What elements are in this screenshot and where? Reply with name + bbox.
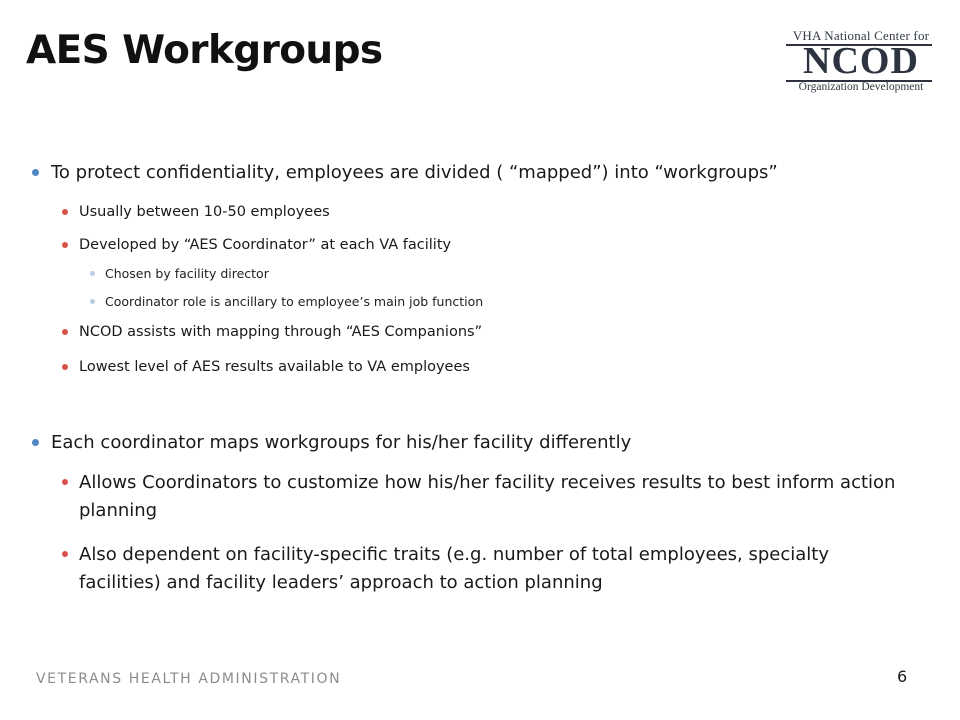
logo-bottom-text: Organization Development bbox=[798, 81, 924, 93]
bullet-text: To protect confidentiality, employees are divided ( “mapped”) into “workgroups” bbox=[51, 162, 778, 183]
bullet-dot bbox=[62, 329, 68, 335]
bullet-dot bbox=[32, 439, 39, 446]
page-number: 6 bbox=[897, 667, 908, 686]
bullet-text: Usually between 10-50 employees bbox=[79, 204, 330, 220]
bullet-text: Allows Coordinators to customize how his/her facility receives results to best inform action planning bbox=[79, 472, 896, 521]
bullet-text: Coordinator role is ancillary to employee’s main job function bbox=[105, 294, 484, 309]
bullet-dot bbox=[32, 169, 39, 176]
footer-org-name: VETERANS HEALTH ADMINISTRATION bbox=[36, 671, 342, 687]
bullet-dot bbox=[62, 242, 68, 248]
logo-top-text: VHA National Center for bbox=[792, 28, 930, 43]
bullet-chosen-by bbox=[90, 264, 920, 283]
slide-title: AES Workgroups bbox=[26, 28, 383, 73]
logo-main-text: NCOD bbox=[803, 40, 919, 82]
bullet-text: Each coordinator maps workgroups for his/her facility differently bbox=[51, 432, 632, 453]
bullet-group-size bbox=[62, 202, 922, 223]
bullet-coordinator-maps bbox=[32, 430, 932, 456]
bullet-dot bbox=[90, 271, 95, 276]
bullet-confidentiality bbox=[32, 160, 932, 186]
bullet-dot bbox=[90, 299, 95, 304]
bullet-ncod-assists bbox=[62, 322, 922, 343]
bullet-customize bbox=[62, 469, 912, 525]
bullet-facility-traits bbox=[62, 541, 912, 597]
bullet-dot bbox=[62, 479, 68, 485]
ncod-logo bbox=[784, 28, 938, 98]
bullet-text: Also dependent on facility-specific traits (e.g. number of total employees, specialty facilities) and facility leaders’ approach to action planning bbox=[79, 544, 829, 593]
bullet-text: Lowest level of AES results available to VA employees bbox=[79, 359, 470, 375]
bullet-text: NCOD assists with mapping through “AES Companions” bbox=[79, 324, 483, 340]
bullet-coordinator-role bbox=[90, 292, 920, 311]
bullet-text: Chosen by facility director bbox=[105, 266, 269, 281]
bullet-lowest-level bbox=[62, 357, 922, 378]
bullet-dot bbox=[62, 364, 68, 370]
bullet-developed-by bbox=[62, 235, 922, 256]
bullet-dot bbox=[62, 551, 68, 557]
bullet-text: Developed by “AES Coordinator” at each VA facility bbox=[79, 237, 452, 253]
bullet-dot bbox=[62, 209, 68, 215]
